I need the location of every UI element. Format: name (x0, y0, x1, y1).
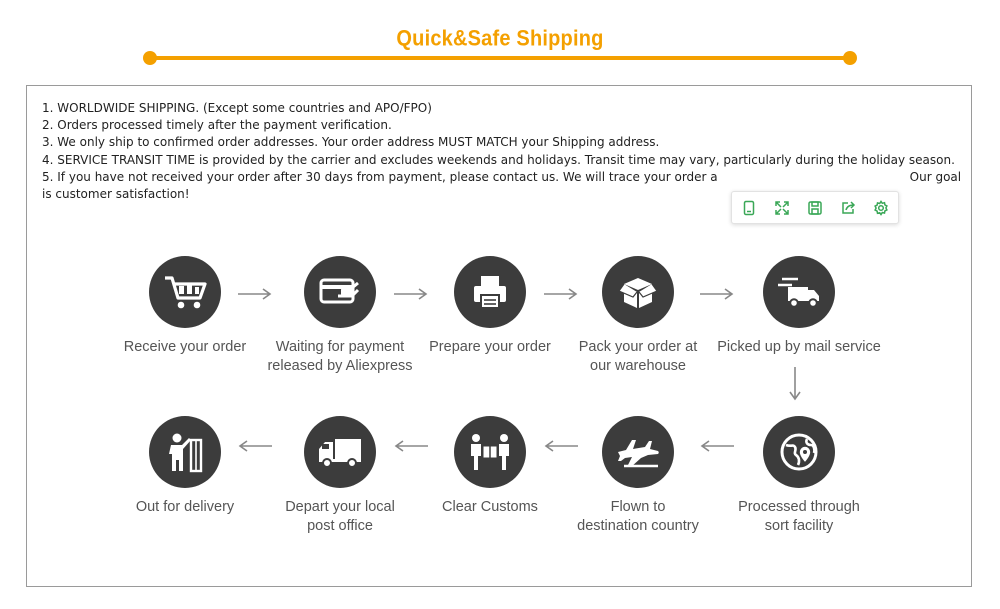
settings-button[interactable] (864, 192, 897, 223)
step-picked-up (709, 256, 889, 357)
step-out-for-delivery (95, 416, 275, 517)
save-button[interactable] (798, 192, 831, 223)
share-button[interactable] (831, 192, 864, 223)
step-icon-circle (454, 256, 526, 328)
step-pack-order (548, 256, 728, 376)
step-icon-circle (304, 416, 376, 488)
step-icon-circle (149, 256, 221, 328)
step-label: Receive your order (123, 339, 247, 355)
step-label-line2: our warehouse (590, 358, 686, 374)
step-label: Picked up by mail service (717, 339, 881, 355)
step-label-line1: Pack your order at (578, 339, 698, 355)
customs-icon (468, 431, 512, 473)
flow-arrow-down (788, 366, 802, 402)
step-label-line2: post office (307, 518, 373, 534)
globe-pin-icon (777, 430, 821, 474)
header-dot-left (143, 51, 157, 65)
truck-icon (317, 435, 363, 469)
step-label-line2: released by Aliexpress (267, 358, 413, 374)
airplane-icon (614, 432, 662, 472)
policy-item: 1. WORLDWIDE SHIPPING. (Except some countries and APO/FPO) (42, 101, 432, 115)
box-icon (616, 272, 660, 312)
printer-icon (470, 272, 510, 312)
step-label: Clear Customs (442, 499, 538, 515)
phone-button[interactable] (732, 192, 765, 223)
expand-icon (774, 200, 790, 216)
step-icon-circle (454, 416, 526, 488)
step-label-line1: Processed through (738, 499, 860, 515)
policy-list (42, 100, 962, 203)
step-icon-circle (763, 416, 835, 488)
step-label (548, 338, 728, 376)
step-icon-circle (763, 256, 835, 328)
step-icon-circle (304, 256, 376, 328)
floating-toolbar (731, 191, 899, 224)
step-label-line1: Waiting for payment (275, 339, 405, 355)
delivery-icon (165, 430, 205, 474)
step-label-line1: Flown to (610, 499, 666, 515)
header-dot-right (843, 51, 857, 65)
step-label: Prepare your order (429, 339, 551, 355)
phone-icon (741, 200, 757, 216)
step-label (250, 498, 430, 536)
policy-item: 3. We only ship to confirmed order addresses. Your order address MUST MATCH your Shipping address. (42, 135, 660, 150)
header-divider (150, 56, 850, 60)
policy-item-text: 5. If you have not received your order after 30 days from payment, please contact us. We will trace your order a (42, 169, 718, 184)
policy-item: 4. SERVICE TRANSIT TIME is provided by the carrier and excludes weekends and holidays. Transit time may vary, particularly during the holiday season. (42, 152, 955, 167)
save-icon (807, 200, 823, 216)
step-processed-sort (709, 416, 889, 536)
step-icon-circle (149, 416, 221, 488)
policy-item: 2. Orders processed timely after the payment verification. (42, 118, 392, 133)
step-receive-order (95, 256, 275, 357)
step-label-line1: Depart your local (285, 499, 395, 515)
step-label-line2: destination country (577, 518, 699, 534)
shipping-header (0, 26, 1000, 66)
step-label-line2: sort facility (764, 518, 834, 534)
step-icon-circle (602, 416, 674, 488)
cart-icon (162, 272, 208, 312)
card-icon (318, 274, 362, 310)
share-icon (840, 200, 856, 216)
settings-icon (873, 200, 889, 216)
page-title: Quick&Safe Shipping (396, 26, 604, 52)
step-label: Out for delivery (135, 499, 235, 515)
policy-item-text-continued: Our goal is customer satisfaction! (42, 169, 962, 202)
expand-button[interactable] (765, 192, 798, 223)
step-label (709, 498, 889, 536)
step-depart-post-office (250, 416, 430, 536)
truck-fast-icon (776, 273, 822, 311)
step-icon-circle (602, 256, 674, 328)
